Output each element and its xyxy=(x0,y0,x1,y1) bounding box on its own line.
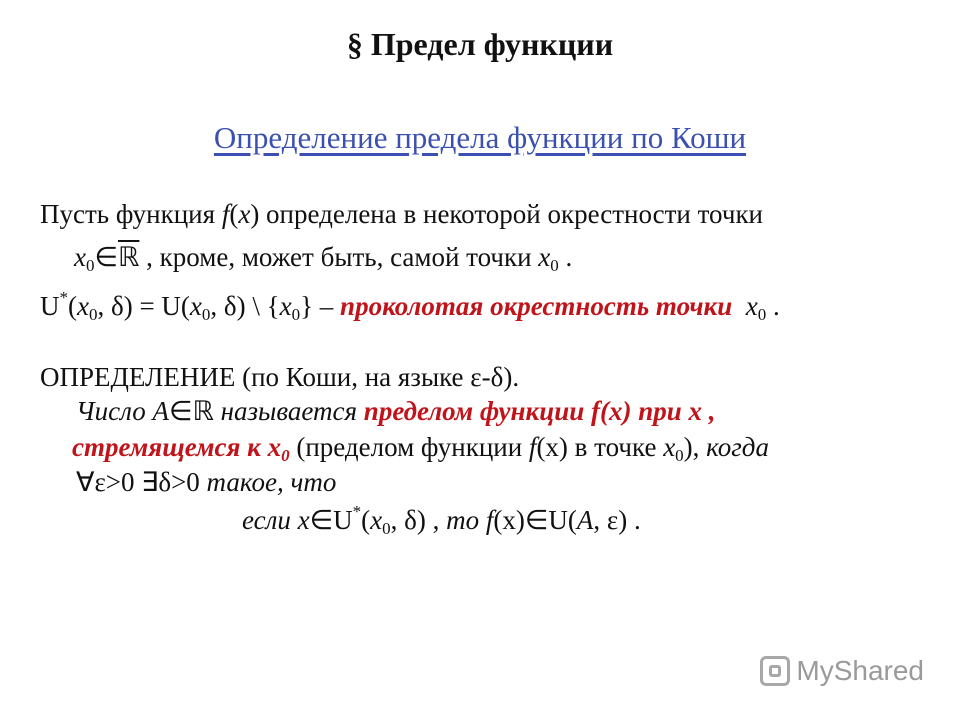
definition-line2: стремящемся к $x_0$ (пределом функции f(x) в точке $x_0$), когда xyxy=(72,432,769,465)
para1-line2: $x_0\in ℝ$ , кроме, может быть, самой точки $x_0$ . xyxy=(74,242,573,275)
definition-line1: Число A∈ℝ называется пределом функции f(x) при x , xyxy=(76,396,716,426)
definition-line3: ∀ε>0 ∃δ>0 такое, что xyxy=(76,467,337,497)
para1-line1: Пусть функция f(x) определена в некоторой окрестности точки xyxy=(40,199,764,229)
punctured-neighborhood-line: $U^*(x_0$, $\delta) = U(x_0$, δ) \ $\{x_0\}$ – проколотая окрестность точки $x_0$ . xyxy=(40,288,780,324)
punctured-term: проколотая окрестность точки xyxy=(340,291,733,321)
definition-line4: если $x\in U^*(x_0$, δ) , то f(x)∈U(A, ε) . xyxy=(242,502,641,538)
page-title: § Предел функции xyxy=(346,26,614,62)
definition-header: ОПРЕДЕЛЕНИЕ (по Коши, на языке ε-δ). xyxy=(40,362,520,392)
myshared-logo-icon xyxy=(760,656,790,686)
limit-term: пределом функции f(x) при x , xyxy=(363,396,716,426)
watermark xyxy=(760,655,924,687)
subtitle-link[interactable]: Определение предела функции по Коши xyxy=(213,120,747,155)
watermark-text: MyShared xyxy=(796,655,924,686)
